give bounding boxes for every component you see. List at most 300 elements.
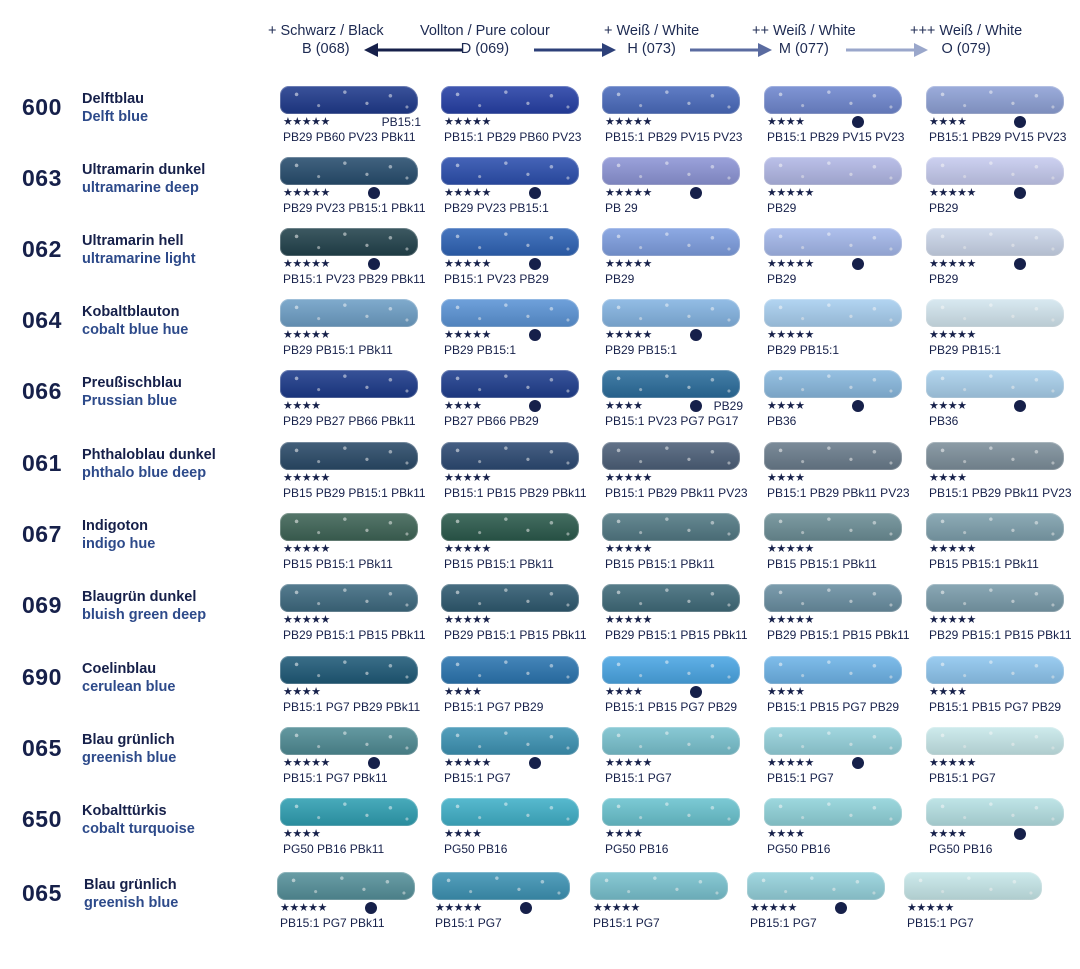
rating-line xyxy=(605,186,745,202)
column-heading-white-2: ++ Weiß / White M (077) xyxy=(752,23,856,57)
lightfastness-stars: ★★★★★ xyxy=(605,258,652,270)
color-swatch xyxy=(602,796,742,862)
color-name-english: phthalo blue deep xyxy=(82,465,207,481)
lightfastness-stars: ★★★★★ xyxy=(444,187,491,199)
color-sample xyxy=(764,370,902,398)
color-swatch xyxy=(441,84,581,150)
rating-line xyxy=(283,399,423,415)
color-sample xyxy=(441,513,579,541)
lightfastness-stars: ★★★★ xyxy=(444,400,482,412)
pigment-codes: PB15:1 PB15 PG7 PB29 xyxy=(767,700,900,714)
pigment-codes: PB15:1 PG7 PBk11 xyxy=(283,771,388,785)
color-name xyxy=(82,446,216,482)
table-row xyxy=(0,226,1080,297)
lightfastness-stars: ★★★★★ xyxy=(444,329,491,341)
color-number: 063 xyxy=(22,165,62,191)
lightfastness-stars: ★★★★★ xyxy=(605,614,652,626)
color-sample xyxy=(926,584,1064,612)
color-swatch xyxy=(280,368,420,434)
color-swatch xyxy=(441,368,581,434)
rating-line xyxy=(767,827,907,843)
color-swatch xyxy=(590,870,730,936)
color-swatch xyxy=(441,725,581,791)
color-name-german: Ultramarin hell xyxy=(82,233,184,249)
color-sample xyxy=(280,513,418,541)
rating-line xyxy=(280,901,420,917)
color-sample xyxy=(926,157,1064,185)
color-sample xyxy=(926,299,1064,327)
rating-line xyxy=(605,257,745,273)
color-swatch xyxy=(602,226,742,292)
pigment-codes: PB15 PB15:1 PBk11 xyxy=(767,557,877,571)
opacity-dot-icon xyxy=(365,902,377,914)
color-sample xyxy=(926,228,1064,256)
color-number: 067 xyxy=(22,521,62,547)
pigment-codes: PB29 xyxy=(767,272,797,286)
pigment-codes: PB15:1 PB29 PV15 PV23 xyxy=(929,130,1067,144)
rating-line xyxy=(444,186,584,202)
color-sample xyxy=(280,86,418,114)
arrow-right-icon xyxy=(690,42,772,58)
pigment-codes: PB36 xyxy=(929,414,959,428)
pigment-codes: PB15:1 PB15 PG7 PB29 xyxy=(929,700,1062,714)
pigment-codes: PB15:1 PB29 PV15 PV23 xyxy=(605,130,743,144)
color-swatch xyxy=(432,870,572,936)
color-sample xyxy=(602,299,740,327)
rating-line xyxy=(929,542,1069,558)
color-swatch xyxy=(602,368,742,434)
pigment-codes: PB29 xyxy=(929,201,959,215)
color-swatch xyxy=(441,297,581,363)
color-swatch xyxy=(602,155,742,221)
color-sample xyxy=(602,727,740,755)
color-sample xyxy=(590,872,728,900)
color-sample xyxy=(764,86,902,114)
color-sample xyxy=(441,228,579,256)
color-swatch xyxy=(602,440,748,506)
table-row xyxy=(0,654,1080,725)
pigment-extra: PB15:1 xyxy=(381,115,421,129)
pigment-codes: PB29 PB15:1 xyxy=(444,343,517,357)
color-sample xyxy=(280,727,418,755)
color-sample xyxy=(280,798,418,826)
color-number: 062 xyxy=(22,236,62,262)
color-sample xyxy=(441,656,579,684)
color-swatch xyxy=(926,725,1066,791)
pigment-codes: PG50 PB16 xyxy=(605,842,669,856)
color-swatch xyxy=(926,796,1066,862)
opacity-dot-icon xyxy=(529,258,541,270)
color-name-english: cobalt blue hue xyxy=(82,322,189,338)
column-heading-white-3: +++ Weiß / White O (079) xyxy=(910,23,1023,57)
opacity-dot-icon xyxy=(852,400,864,412)
color-swatch xyxy=(441,226,581,292)
lightfastness-stars: ★★★★★ xyxy=(605,187,652,199)
opacity-dot-icon xyxy=(1014,187,1026,199)
color-sample xyxy=(602,656,740,684)
lightfastness-stars: ★★★★ xyxy=(767,472,805,484)
pigment-codes: PB29 PB15:1 xyxy=(767,343,840,357)
lightfastness-stars: ★★★★★ xyxy=(767,258,814,270)
color-sample xyxy=(280,157,418,185)
color-name xyxy=(82,161,205,197)
arrow-right-icon xyxy=(846,42,928,58)
pigment-codes: PB29 PB15:1 PB15 PBk11 xyxy=(283,628,426,642)
color-sample xyxy=(280,442,418,470)
rating-line xyxy=(444,115,584,131)
rating-line xyxy=(767,756,907,772)
color-sample xyxy=(602,798,740,826)
opacity-dot-icon xyxy=(852,757,864,769)
lightfastness-stars: ★★★★★ xyxy=(929,757,976,769)
pigment-codes: PB29 xyxy=(929,272,959,286)
pigment-codes: PB15:1 PG7 xyxy=(593,916,660,930)
pigment-codes: PB15:1 PG7 xyxy=(605,771,672,785)
rating-line xyxy=(444,257,584,273)
color-swatch xyxy=(764,84,904,150)
rating-line xyxy=(767,613,907,629)
color-name xyxy=(84,876,178,912)
pigment-codes: PB29 PB15:1 xyxy=(929,343,1002,357)
pigment-codes: PB29 PB15:1 PB15 PBk11 xyxy=(767,628,910,642)
color-name-german: Preußischblau xyxy=(82,375,182,391)
rating-line xyxy=(444,542,584,558)
rating-line xyxy=(444,827,584,843)
lightfastness-stars: ★★★★★ xyxy=(605,116,652,128)
color-sample xyxy=(280,228,418,256)
lightfastness-stars: ★★★★ xyxy=(283,400,321,412)
table-row xyxy=(0,440,1080,511)
color-name-german: Delftblau xyxy=(82,91,145,107)
lightfastness-stars: ★★★★ xyxy=(444,686,482,698)
color-swatch xyxy=(280,84,420,150)
lightfastness-stars: ★★★★★ xyxy=(283,258,330,270)
opacity-dot-icon xyxy=(368,187,380,199)
lightfastness-stars: ★★★★ xyxy=(929,400,967,412)
color-name xyxy=(82,303,188,339)
color-swatch xyxy=(747,870,887,936)
rating-line xyxy=(283,186,423,202)
pigment-codes: PB15:1 PB29 PBk11 PV23 xyxy=(605,486,748,500)
color-number: 690 xyxy=(22,664,62,690)
opacity-dot-icon xyxy=(529,757,541,769)
color-name-german: Blau grünlich xyxy=(82,732,175,748)
rating-line xyxy=(593,901,733,917)
rating-line xyxy=(767,115,907,131)
color-swatch xyxy=(441,582,587,648)
color-swatch xyxy=(926,654,1066,720)
color-sample xyxy=(602,86,740,114)
color-number: 065 xyxy=(22,735,62,761)
color-swatch xyxy=(280,440,426,506)
pigment-codes: PB27 PB66 PB29 xyxy=(444,414,539,428)
color-sample xyxy=(280,656,418,684)
rating-line xyxy=(605,542,745,558)
opacity-dot-icon xyxy=(1014,828,1026,840)
color-swatch xyxy=(926,511,1066,577)
lightfastness-stars: ★★★★★ xyxy=(593,902,640,914)
lightfastness-stars: ★★★★★ xyxy=(435,902,482,914)
pigment-codes: PB15:1 PV23 PB29 PBk11 xyxy=(283,272,426,286)
opacity-dot-icon xyxy=(852,116,864,128)
color-sample xyxy=(764,442,902,470)
color-sample xyxy=(441,727,579,755)
color-swatch xyxy=(764,796,904,862)
color-sample xyxy=(441,370,579,398)
pigment-codes: PB15 PB29 PB15:1 PBk11 xyxy=(283,486,426,500)
color-name-english: Prussian blue xyxy=(82,393,178,409)
pigment-codes: PB29 PV23 PB15:1 PBk11 xyxy=(283,201,426,215)
pigment-codes: PB15:1 PG7 xyxy=(750,916,817,930)
color-swatch xyxy=(926,155,1066,221)
color-number: 066 xyxy=(22,378,62,404)
opacity-dot-icon xyxy=(852,258,864,270)
lightfastness-stars: ★★★★★ xyxy=(283,614,330,626)
pigment-codes: PB15:1 PG7 xyxy=(767,771,834,785)
color-swatch xyxy=(764,368,904,434)
rating-line xyxy=(767,257,907,273)
opacity-dot-icon xyxy=(1014,258,1026,270)
pigment-codes: PB29 PB15:1 PB15 PBk11 xyxy=(929,628,1072,642)
lightfastness-stars: ★★★★ xyxy=(929,116,967,128)
color-sample xyxy=(441,798,579,826)
color-number: 064 xyxy=(22,307,62,333)
lightfastness-stars: ★★★★★ xyxy=(283,543,330,555)
opacity-dot-icon xyxy=(529,187,541,199)
color-sample xyxy=(602,513,740,541)
color-name-german: Indigoton xyxy=(82,518,149,534)
lightfastness-stars: ★★★★ xyxy=(929,686,967,698)
color-number: 065 xyxy=(22,880,62,906)
color-number: 069 xyxy=(22,592,62,618)
color-swatch xyxy=(602,654,742,720)
color-sample xyxy=(602,584,740,612)
rating-line xyxy=(283,542,423,558)
lightfastness-stars: ★★★★★ xyxy=(444,543,491,555)
color-sample xyxy=(926,513,1064,541)
color-sample xyxy=(764,157,902,185)
lightfastness-stars: ★★★★★ xyxy=(929,543,976,555)
color-swatch xyxy=(764,511,904,577)
rating-line xyxy=(605,328,745,344)
color-sample xyxy=(764,656,902,684)
column-heading-black: + Schwarz / Black B (068) xyxy=(268,23,384,57)
color-sample xyxy=(926,442,1064,470)
pigment-codes: PB15:1 PV23 PG7 PG17 xyxy=(605,414,739,428)
opacity-dot-icon xyxy=(1014,116,1026,128)
rating-line xyxy=(444,399,584,415)
lightfastness-stars: ★★★★ xyxy=(767,828,805,840)
lightfastness-stars: ★★★★ xyxy=(283,686,321,698)
table-row xyxy=(0,870,1080,941)
rating-line xyxy=(929,186,1069,202)
opacity-dot-icon xyxy=(690,400,702,412)
color-number: 600 xyxy=(22,94,62,120)
color-name xyxy=(82,731,176,767)
opacity-dot-icon xyxy=(690,686,702,698)
pigment-codes: PB15:1 PB15 PG7 PB29 xyxy=(605,700,738,714)
pigment-codes: PB15:1 PB29 PBk11 PV23 xyxy=(929,486,1072,500)
color-sample xyxy=(441,442,579,470)
lightfastness-stars: ★★★★★ xyxy=(283,329,330,341)
lightfastness-stars: ★★★★★ xyxy=(750,902,797,914)
table-row xyxy=(0,796,1080,867)
color-sample xyxy=(602,370,740,398)
pigment-codes: PB15:1 PB29 PBk11 PV23 xyxy=(767,486,910,500)
opacity-dot-icon xyxy=(368,258,380,270)
pigment-codes: PB29 PB60 PV23 PBk11 xyxy=(283,130,416,144)
color-sample xyxy=(764,798,902,826)
color-name-english: cobalt turquoise xyxy=(82,821,195,837)
color-swatch xyxy=(764,582,910,648)
rating-line xyxy=(929,613,1069,629)
pigment-codes: PB15:1 PG7 xyxy=(435,916,502,930)
color-number: 061 xyxy=(22,450,62,476)
color-swatch xyxy=(441,654,581,720)
pigment-codes: PB15:1 PG7 PBk11 xyxy=(280,916,385,930)
color-name xyxy=(82,588,206,624)
color-sample xyxy=(926,370,1064,398)
color-name-english: indigo hue xyxy=(82,536,156,552)
rating-line xyxy=(929,115,1069,131)
rating-line xyxy=(767,685,907,701)
rating-line xyxy=(767,186,907,202)
rating-line xyxy=(929,328,1069,344)
opacity-dot-icon xyxy=(520,902,532,914)
color-sample xyxy=(926,798,1064,826)
pigment-codes: PB29 PB15:1 PBk11 xyxy=(283,343,393,357)
pigment-codes: PB15:1 PV23 PB29 xyxy=(444,272,549,286)
color-swatch xyxy=(926,84,1066,150)
lightfastness-stars: ★★★★ xyxy=(767,116,805,128)
color-swatch xyxy=(280,796,420,862)
color-sample xyxy=(904,872,1042,900)
color-name-german: Phthaloblau dunkel xyxy=(82,447,216,463)
lightfastness-stars: ★★★★★ xyxy=(444,258,491,270)
rating-line xyxy=(929,756,1069,772)
color-swatch xyxy=(280,725,420,791)
color-swatch xyxy=(764,155,904,221)
rating-line xyxy=(605,399,745,415)
arrow-left-icon xyxy=(364,42,464,58)
opacity-dot-icon xyxy=(835,902,847,914)
opacity-dot-icon xyxy=(1014,400,1026,412)
color-sample xyxy=(764,228,902,256)
rating-line xyxy=(929,471,1069,487)
lightfastness-stars: ★★★★ xyxy=(605,686,643,698)
lightfastness-stars: ★★★★★ xyxy=(929,614,976,626)
lightfastness-stars: ★★★★★ xyxy=(605,329,652,341)
color-swatch xyxy=(926,297,1066,363)
color-sample xyxy=(432,872,570,900)
rating-line xyxy=(444,328,584,344)
rating-line xyxy=(444,685,584,701)
pigment-codes: PB29 PB27 PB66 PBk11 xyxy=(283,414,416,428)
pigment-codes: PB15 PB15:1 PBk11 xyxy=(283,557,393,571)
pigment-codes: PB15 PB15:1 PBk11 xyxy=(605,557,715,571)
color-swatch xyxy=(441,440,587,506)
pigment-codes: PB29 xyxy=(767,201,797,215)
opacity-dot-icon xyxy=(529,400,541,412)
color-name-english: greenish blue xyxy=(84,895,179,911)
lightfastness-stars: ★★★★ xyxy=(767,400,805,412)
opacity-dot-icon xyxy=(690,187,702,199)
pigment-codes: PB15:1 PG7 xyxy=(444,771,511,785)
color-sample xyxy=(280,370,418,398)
color-swatch xyxy=(280,297,420,363)
color-sample xyxy=(602,442,740,470)
color-name xyxy=(82,802,195,838)
rating-line xyxy=(605,827,745,843)
color-swatch xyxy=(764,440,910,506)
color-swatch xyxy=(764,654,904,720)
color-name xyxy=(82,660,175,696)
color-swatch xyxy=(602,84,742,150)
color-sample xyxy=(764,584,902,612)
color-swatch xyxy=(926,226,1066,292)
rating-line xyxy=(750,901,890,917)
color-name-english: greenish blue xyxy=(82,750,177,766)
lightfastness-stars: ★★★★★ xyxy=(929,329,976,341)
color-sample xyxy=(441,157,579,185)
lightfastness-stars: ★★★★ xyxy=(605,828,643,840)
lightfastness-stars: ★★★★★ xyxy=(444,472,491,484)
opacity-dot-icon xyxy=(529,329,541,341)
lightfastness-stars: ★★★★★ xyxy=(767,187,814,199)
lightfastness-stars: ★★★★★ xyxy=(929,187,976,199)
color-swatch xyxy=(904,870,1044,936)
color-sample xyxy=(441,299,579,327)
color-name xyxy=(82,232,196,268)
rating-line xyxy=(767,328,907,344)
pigment-codes: PB 29 xyxy=(605,201,638,215)
color-swatch xyxy=(926,440,1072,506)
lightfastness-stars: ★★★★★ xyxy=(444,757,491,769)
color-name-english: Delft blue xyxy=(82,109,149,125)
color-swatch xyxy=(602,297,742,363)
rating-line xyxy=(605,756,745,772)
rating-line xyxy=(283,471,423,487)
color-swatch xyxy=(926,582,1072,648)
color-swatch xyxy=(764,226,904,292)
rating-line xyxy=(605,115,745,131)
lightfastness-stars: ★★★★★ xyxy=(605,757,652,769)
rating-line xyxy=(767,471,907,487)
color-swatch xyxy=(280,582,426,648)
rating-line xyxy=(444,756,584,772)
rating-line xyxy=(605,685,745,701)
pigment-codes: PB15:1 PG7 xyxy=(907,916,974,930)
color-name xyxy=(82,517,155,553)
column-heading-pure: Vollton / Pure colour D (069) xyxy=(420,23,550,57)
lightfastness-stars: ★★★★ xyxy=(283,828,321,840)
column-heading-white-1: + Weiß / White H (073) xyxy=(604,23,700,57)
color-sample xyxy=(926,86,1064,114)
rating-line xyxy=(283,613,423,629)
pigment-codes: PB15:1 PB29 PV15 PV23 xyxy=(767,130,905,144)
color-name xyxy=(82,90,148,126)
table-row xyxy=(0,155,1080,226)
table-row xyxy=(0,84,1080,155)
color-sample xyxy=(277,872,415,900)
color-swatch xyxy=(926,368,1066,434)
color-name-english: ultramarine deep xyxy=(82,180,199,196)
table-row xyxy=(0,511,1080,582)
rating-line xyxy=(929,685,1069,701)
pigment-codes: PB29 xyxy=(605,272,635,286)
pigment-codes: PG50 PB16 xyxy=(929,842,993,856)
rating-line xyxy=(929,257,1069,273)
